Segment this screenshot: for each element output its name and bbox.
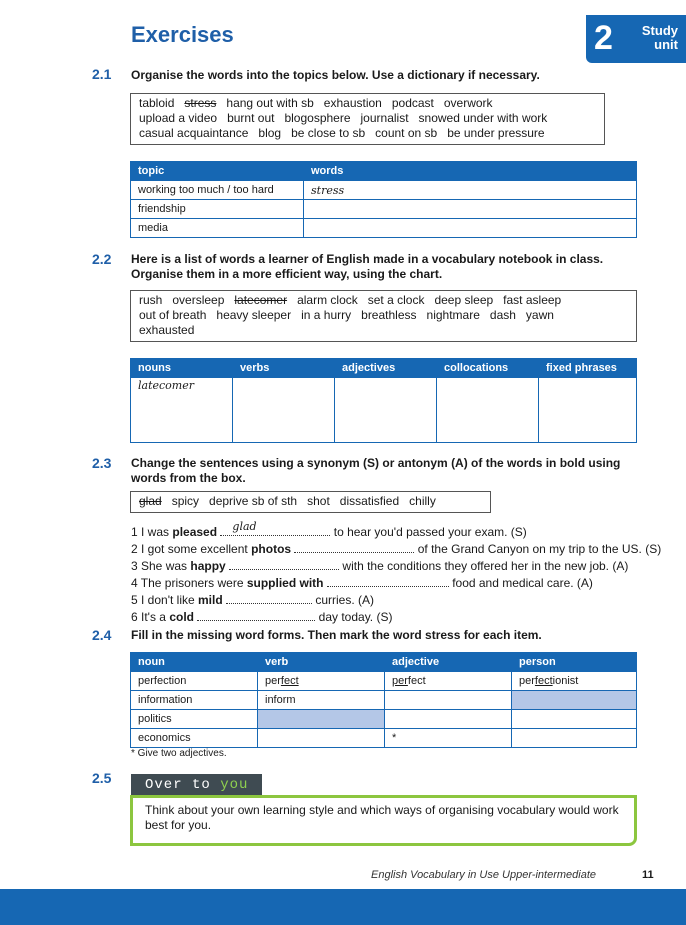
sentence-text: 5 I don't like xyxy=(131,593,198,607)
example-answer: latecomer xyxy=(138,379,194,392)
answer-blank[interactable] xyxy=(220,520,330,536)
table-row xyxy=(131,710,637,729)
unit-label: Study unit xyxy=(641,23,678,52)
noun-cell: perfection xyxy=(131,672,258,691)
sentence-text: 2 I got some excellent xyxy=(131,542,252,556)
word-line xyxy=(139,126,596,141)
unit-number: 2 xyxy=(594,19,613,57)
chart-cell[interactable] xyxy=(437,378,539,443)
verb-cell[interactable] xyxy=(258,710,385,729)
word-box xyxy=(130,491,491,513)
word-part: inform xyxy=(265,694,296,706)
person-cell[interactable] xyxy=(512,710,637,729)
stressed-syllable: fect xyxy=(280,675,299,687)
word-part: per xyxy=(265,675,281,687)
column-header: noun xyxy=(131,653,258,672)
word-item: heavy sleeper xyxy=(216,308,292,322)
noun-cell: economics xyxy=(131,729,258,748)
table-row xyxy=(131,200,637,219)
column-header: fixed phrases xyxy=(539,359,637,378)
bold-word: mild xyxy=(198,593,223,607)
answer-blank[interactable] xyxy=(197,608,315,621)
chart-cell[interactable] xyxy=(131,378,233,443)
word-item: dash xyxy=(489,308,516,322)
word-part: fect xyxy=(407,675,426,687)
column-header: verbs xyxy=(233,359,335,378)
chart-cell[interactable] xyxy=(335,378,437,443)
column-header: words xyxy=(304,162,637,181)
word-box xyxy=(130,290,637,342)
bold-word: cold xyxy=(169,610,194,624)
answer-blank[interactable] xyxy=(327,574,449,587)
word-part: per xyxy=(519,675,535,687)
person-cell[interactable] xyxy=(512,729,637,748)
sentence-list xyxy=(131,520,662,625)
word-item: yawn xyxy=(525,308,554,322)
page-number: 11 xyxy=(642,869,654,881)
exercise-instruction: Organise the words into the topics below. Use a dictionary if necessary. xyxy=(131,68,540,82)
sentence xyxy=(131,520,661,540)
bold-word: supplied with xyxy=(246,576,324,590)
sentence-text: 6 It's a xyxy=(131,610,170,624)
word-item: latecomer xyxy=(234,293,288,307)
word-item: shot xyxy=(307,494,330,508)
word-item: nightmare xyxy=(426,308,480,322)
column-header: adjective xyxy=(385,653,512,672)
word-item: upload a video xyxy=(139,111,218,125)
sentence-text: to hear you'd passed your exam. (S) xyxy=(330,525,527,539)
word-item: exhausted xyxy=(139,323,195,337)
exercise-instruction: Change the sentences using a synonym (S) or antonym (A) of the words in bold using words from the box. xyxy=(131,456,621,485)
noun-cell: politics xyxy=(131,710,258,729)
sentence-text: with the conditions they offered her in the new job. (A) xyxy=(339,559,629,573)
table-row xyxy=(131,672,637,691)
word-forms-table xyxy=(130,652,637,748)
word-item: blog xyxy=(258,126,282,140)
handwritten-answer: glad xyxy=(232,520,257,533)
word-line xyxy=(139,111,596,126)
word-item: rush xyxy=(139,293,163,307)
word-line xyxy=(139,308,628,323)
answer-blank[interactable] xyxy=(294,540,414,553)
column-header: collocations xyxy=(437,359,539,378)
chart-cell[interactable] xyxy=(233,378,335,443)
person-cell[interactable] xyxy=(512,691,637,710)
person-cell[interactable] xyxy=(512,672,637,691)
word-item: out of breath xyxy=(139,308,207,322)
over-to-you-text: Think about your own learning style and which ways of organising vocabulary would work best for you. xyxy=(145,803,619,832)
handwritten-answer: stress xyxy=(311,183,345,197)
word-box xyxy=(130,93,605,145)
word-item: count on sb xyxy=(375,126,438,140)
adjective-cell[interactable] xyxy=(385,691,512,710)
words-cell[interactable] xyxy=(304,181,637,200)
word-item: casual acquaintance xyxy=(139,126,249,140)
sentence xyxy=(131,591,661,608)
stressed-syllable: fect xyxy=(534,675,553,687)
column-header: nouns xyxy=(131,359,233,378)
word-part: ionist xyxy=(552,675,579,687)
word-item: exhaustion xyxy=(323,96,382,110)
column-header: verb xyxy=(258,653,385,672)
column-header: topic xyxy=(131,162,304,181)
answer-blank[interactable] xyxy=(229,557,339,570)
bold-word: happy xyxy=(190,559,226,573)
table-row xyxy=(131,181,637,200)
word-item: deep sleep xyxy=(434,293,494,307)
table-row xyxy=(131,219,637,238)
book-title: English Vocabulary in Use Upper-intermediate xyxy=(371,869,597,881)
verb-cell[interactable] xyxy=(258,729,385,748)
bold-word: photos xyxy=(251,542,292,556)
category-chart xyxy=(130,358,637,443)
verb-cell[interactable] xyxy=(258,672,385,691)
word-line xyxy=(139,494,482,509)
word-item: be under pressure xyxy=(447,126,545,140)
sentence-text: 1 I was xyxy=(131,525,173,539)
adjective-cell[interactable] xyxy=(385,710,512,729)
footer-bar xyxy=(0,889,686,925)
sentence xyxy=(131,557,661,574)
exercise-number: 2.5 xyxy=(92,770,112,786)
stressed-syllable: per xyxy=(392,675,408,687)
word-item: hang out with sb xyxy=(226,96,314,110)
bold-word: pleased xyxy=(172,525,218,539)
word-item: tabloid xyxy=(139,96,175,110)
topic-cell: media xyxy=(131,219,304,238)
table-row xyxy=(131,729,637,748)
footnote: * Give two adjectives. xyxy=(131,748,227,759)
word-item: spicy xyxy=(171,494,200,508)
adjective-cell[interactable] xyxy=(385,729,512,748)
sentence-text: food and medical care. (A) xyxy=(448,576,593,590)
exercise-number: 2.1 xyxy=(92,66,112,82)
word-item: alarm clock xyxy=(297,293,358,307)
sentence-text: 3 She was xyxy=(131,559,191,573)
word-item: chilly xyxy=(409,494,436,508)
sentence-text: day today. (S) xyxy=(315,610,393,624)
topic-table xyxy=(130,161,637,238)
sentence xyxy=(131,574,661,591)
words-cell[interactable] xyxy=(304,219,637,238)
table-row xyxy=(131,691,637,710)
word-item: be close to sb xyxy=(291,126,366,140)
word-line xyxy=(139,323,628,338)
word-item: overwork xyxy=(443,96,493,110)
word-part: * xyxy=(392,732,397,744)
chart-cell[interactable] xyxy=(539,378,637,443)
word-item: breathless xyxy=(361,308,417,322)
word-item: oversleep xyxy=(172,293,225,307)
topic-cell: working too much / too hard xyxy=(131,181,304,200)
words-cell[interactable] xyxy=(304,200,637,219)
exercise-instruction: Fill in the missing word forms. Then mark the word stress for each item. xyxy=(131,628,542,642)
word-item: stress xyxy=(184,96,217,110)
sentence xyxy=(131,540,661,557)
page-title: Exercises xyxy=(131,22,234,47)
noun-cell: information xyxy=(131,691,258,710)
adjective-cell[interactable] xyxy=(385,672,512,691)
word-item: deprive sb of sth xyxy=(209,494,298,508)
unit-tab xyxy=(586,15,686,63)
exercise-number: 2.2 xyxy=(92,251,112,267)
over-to-you-box xyxy=(130,795,637,846)
word-item: podcast xyxy=(391,96,434,110)
word-item: glad xyxy=(139,494,162,508)
over-to-you-banner: Over to you xyxy=(131,774,262,796)
word-item: dissatisfied xyxy=(339,494,400,508)
column-header: person xyxy=(512,653,637,672)
sentence xyxy=(131,608,661,625)
topic-cell: friendship xyxy=(131,200,304,219)
word-item: journalist xyxy=(360,111,409,125)
exercise-number: 2.4 xyxy=(92,627,112,643)
word-item: blogosphere xyxy=(284,111,351,125)
sentence-text: of the Grand Canyon on my trip to the US. (S) xyxy=(414,542,662,556)
exercise-instruction: Here is a list of words a learner of English made in a vocabulary notebook in class. Organise them in a more efficient way, using the chart. xyxy=(131,252,604,281)
verb-cell[interactable] xyxy=(258,691,385,710)
answer-blank[interactable] xyxy=(226,591,312,604)
word-item: snowed under with work xyxy=(418,111,548,125)
sentence-text: curries. (A) xyxy=(312,593,375,607)
sentence-text: 4 The prisoners were xyxy=(131,576,247,590)
word-line xyxy=(139,96,596,111)
word-item: in a hurry xyxy=(301,308,352,322)
word-item: burnt out xyxy=(227,111,275,125)
word-item: set a clock xyxy=(367,293,425,307)
word-item: fast asleep xyxy=(503,293,562,307)
column-header: adjectives xyxy=(335,359,437,378)
exercise-number: 2.3 xyxy=(92,455,112,471)
word-line xyxy=(139,293,628,308)
